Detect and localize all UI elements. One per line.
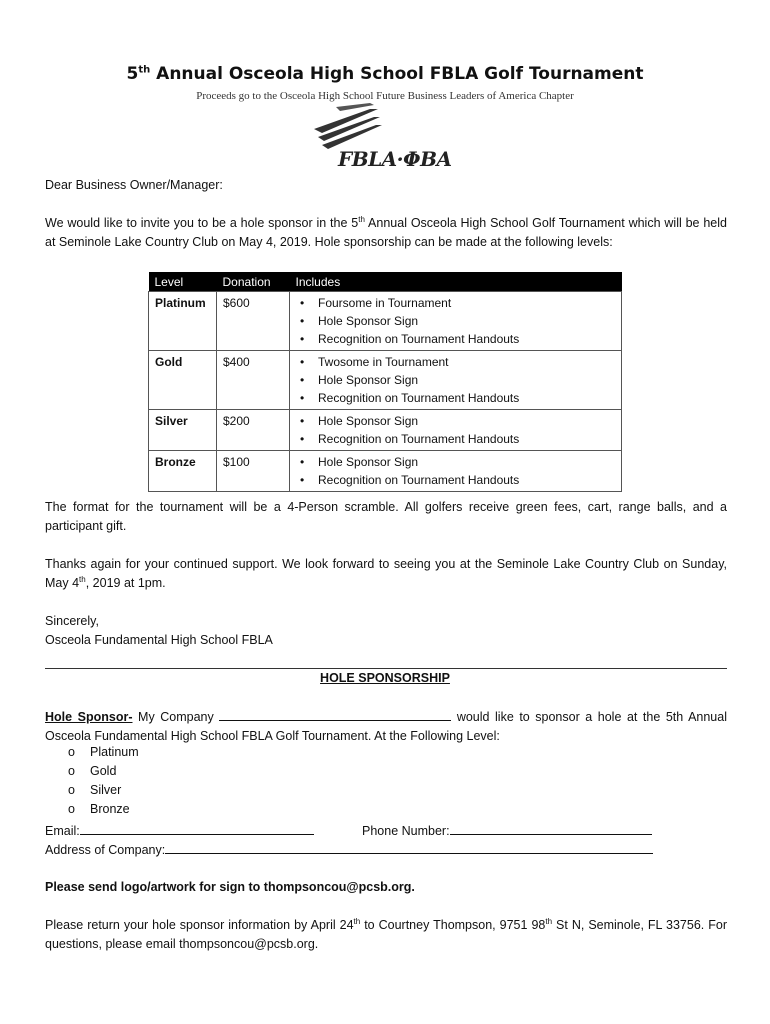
list-item: • Hole Sponsor Sign (296, 412, 615, 430)
list-item: • Recognition on Tournament Handouts (296, 330, 615, 348)
return-instructions: Please return your hole sponsor information by April 24th to Courtney Thompson, 9751 98th St N, Seminole, FL 33756. For questions, please email thompsoncou@pcsb.org. (45, 916, 728, 951)
includes-cell (290, 351, 622, 410)
closing: Sincerely, (45, 614, 99, 628)
format-paragraph: The format for the tournament will be a 4-Person scramble. All golfers receive green fees, cart, range balls, and a participant gift. (45, 500, 727, 533)
list-item: • Hole Sponsor Sign (296, 371, 615, 389)
table-row (149, 410, 622, 451)
donation-cell: $100 (217, 451, 290, 492)
greeting: Dear Business Owner/Manager: (45, 178, 223, 192)
donation-cell: $600 (217, 292, 290, 351)
list-item: • Foursome in Tournament (296, 294, 615, 312)
circle-checkbox-icon[interactable]: o (68, 745, 75, 759)
email-row (45, 821, 314, 841)
sponsor-statement: Hole Sponsor- My Company would like to sponsor a hole at the 5th Annual Osceola Fundamental High School FBLA Golf Tournament. At the Following Level: (45, 707, 727, 746)
address-label: Address of Company: (45, 843, 166, 857)
page-title: 5th Annual Osceola High School FBLA Golf Tournament (126, 64, 644, 84)
table-header: Donation (217, 272, 290, 292)
phone-row (362, 821, 652, 841)
table-row (149, 351, 622, 410)
page-subtitle: Proceeds go to the Osceola High School Future Business Leaders of America Chapter (196, 90, 574, 102)
email-field[interactable] (80, 821, 314, 835)
fbla-logo (308, 103, 463, 175)
level-option-gold[interactable]: o Gold (68, 764, 117, 778)
circle-checkbox-icon[interactable]: o (68, 802, 75, 816)
signature: Osceola Fundamental High School FBLA (45, 633, 273, 647)
sponsorship-levels-table (148, 272, 622, 492)
section-title: HOLE SPONSORSHIP (320, 671, 450, 685)
includes-cell (290, 451, 622, 492)
level-cell: Platinum (149, 292, 217, 351)
level-cell: Gold (149, 351, 217, 410)
address-field[interactable] (165, 840, 653, 854)
donation-cell: $400 (217, 351, 290, 410)
level-cell: Silver (149, 410, 217, 451)
phone-field[interactable] (450, 821, 652, 835)
donation-cell: $200 (217, 410, 290, 451)
logo-note: Please send logo/artwork for sign to thompsoncou@pcsb.org. (45, 880, 415, 894)
table-row (149, 451, 622, 492)
thanks-paragraph: Thanks again for your continued support. We look forward to seeing you at the Seminole Lake Country Club on Sunday, May 4th, 2019 at 1pm. (45, 557, 727, 590)
list-item: • Recognition on Tournament Handouts (296, 471, 615, 489)
address-row (45, 840, 653, 860)
table-header-row (149, 272, 622, 292)
level-option-platinum[interactable]: o Platinum (68, 745, 139, 759)
list-item: • Recognition on Tournament Handouts (296, 430, 615, 448)
list-item: • Recognition on Tournament Handouts (296, 389, 615, 407)
list-item: • Twosome in Tournament (296, 353, 615, 371)
section-divider (45, 668, 727, 669)
phone-label: Phone Number: (362, 824, 450, 838)
table-row (149, 292, 622, 351)
list-item: • Hole Sponsor Sign (296, 453, 615, 471)
logo-text: FBLA·ΦBA (338, 147, 452, 171)
table-header: Level (149, 272, 217, 292)
level-option-bronze[interactable]: o Bronze (68, 802, 130, 816)
company-name-field[interactable] (219, 707, 451, 721)
flag-icon (308, 103, 463, 153)
invitation-paragraph: We would like to invite you to be a hole sponsor in the 5th Annual Osceola High School Golf Tournament which will be held at Seminole Lake Country Club on May 4, 2019. Hole sponsorship can be made at the following levels: (45, 214, 727, 249)
table-header: Includes (290, 272, 622, 292)
hole-sponsor-label: Hole Sponsor- (45, 710, 133, 724)
level-option-silver[interactable]: o Silver (68, 783, 122, 797)
includes-cell (290, 292, 622, 351)
email-label: Email: (45, 824, 80, 838)
list-item: • Hole Sponsor Sign (296, 312, 615, 330)
circle-checkbox-icon[interactable]: o (68, 783, 75, 797)
includes-cell (290, 410, 622, 451)
level-cell: Bronze (149, 451, 217, 492)
circle-checkbox-icon[interactable]: o (68, 764, 75, 778)
